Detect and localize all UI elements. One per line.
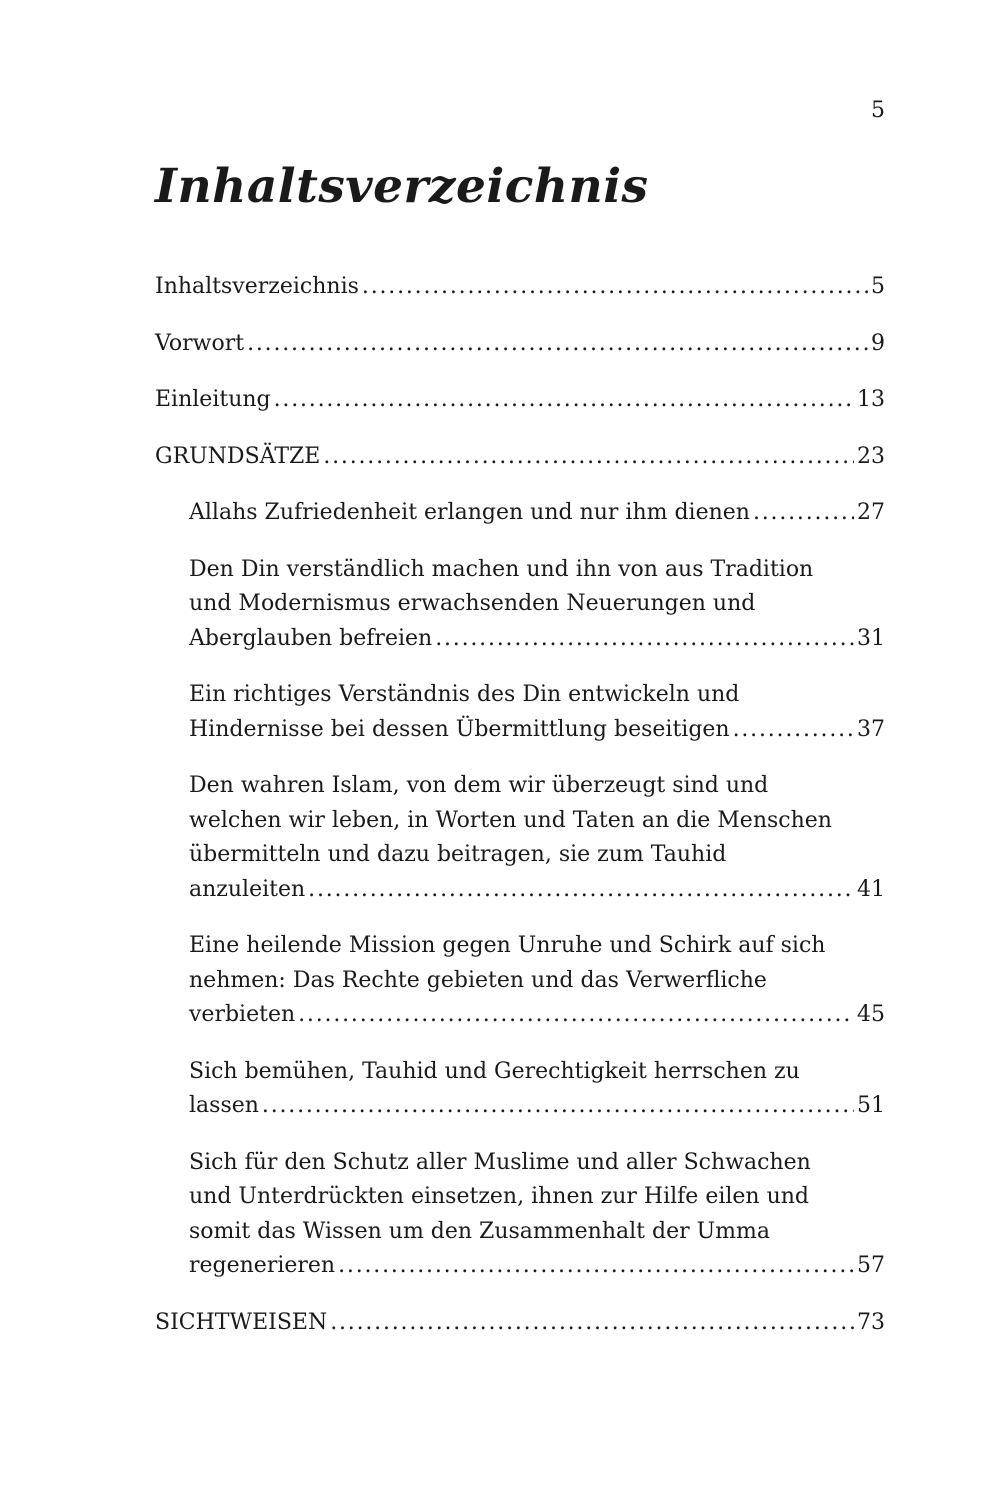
toc-page-number: 51 xyxy=(857,1093,885,1118)
toc-entry[interactable] xyxy=(155,327,885,362)
toc-entry-title-line: Sich für den Schutz aller Muslime und aller Schwachen xyxy=(189,1149,811,1175)
toc-entry[interactable] xyxy=(155,383,885,418)
toc-entry[interactable] xyxy=(155,769,885,907)
dot-leader xyxy=(753,496,854,531)
toc-page-number: 5 xyxy=(871,274,885,299)
toc-entry-title-line: Sich bemühen, Tauhid und Gerechtigkeit herrschen zu xyxy=(189,1058,800,1084)
toc-entry-title-line: übermitteln und dazu beitragen, sie zum Tauhid xyxy=(189,842,727,867)
toc-entry[interactable] xyxy=(155,496,885,531)
toc-entry-row xyxy=(155,383,885,418)
toc-entry-title-line: Ein richtiges Verständnis des Din entwickeln und xyxy=(189,682,740,707)
toc-entry-row xyxy=(189,713,885,748)
toc-entry-title-line: anzuleiten xyxy=(189,876,306,902)
dot-leader xyxy=(330,1306,854,1341)
toc-entry-title-line: Einleitung xyxy=(155,387,271,412)
toc-entry[interactable] xyxy=(155,440,885,475)
toc-entry-title-line: verbieten xyxy=(189,1002,296,1027)
toc-page-number: 23 xyxy=(857,443,885,469)
toc-entry-title-line: GRUNDSÄTZE xyxy=(155,443,321,469)
toc-entry-title-line: Hindernisse bei dessen Übermittlung beseitigen xyxy=(189,716,730,742)
dot-leader xyxy=(298,998,854,1033)
toc-entry-row xyxy=(189,496,885,531)
toc-entry-row xyxy=(189,998,885,1033)
toc-entry-row xyxy=(155,440,885,475)
toc-entry-title-line: regenerieren xyxy=(189,1253,336,1278)
toc-entry-row xyxy=(189,1249,885,1284)
dot-leader xyxy=(323,440,854,475)
toc-page-number: 45 xyxy=(857,1002,885,1027)
toc-entry-title-line: Den wahren Islam, von dem wir überzeugt sind und xyxy=(189,773,769,798)
toc-entry-title-line: Inhaltsverzeichnis xyxy=(155,274,359,299)
toc-entry-title-line: SICHTWEISEN xyxy=(155,1309,328,1335)
dot-leader xyxy=(435,622,854,657)
toc-entry-title-line: Vorwort xyxy=(155,330,245,356)
dot-leader xyxy=(274,383,854,418)
toc-page-number: 41 xyxy=(857,876,885,902)
toc-entry-title-line: Aberglauben befreien xyxy=(189,625,433,651)
table-of-contents xyxy=(155,270,885,1362)
toc-page-number: 37 xyxy=(857,716,885,742)
toc-entry-row xyxy=(155,327,885,362)
dot-leader xyxy=(247,327,868,362)
toc-page-number: 27 xyxy=(857,500,885,525)
toc-entry-title-line: nehmen: Das Rechte gebieten und das Verwerfliche xyxy=(189,967,767,993)
toc-entry-title-line: lassen xyxy=(189,1093,259,1118)
dot-leader xyxy=(308,873,854,908)
toc-entry[interactable] xyxy=(155,929,885,1033)
toc-entry[interactable] xyxy=(155,553,885,657)
toc-page-number: 13 xyxy=(857,387,885,412)
toc-entry-title-line: Allahs Zufriedenheit erlangen und nur ihm dienen xyxy=(189,500,750,525)
toc-entry-title-line: und Modernismus erwachsenden Neuerungen und xyxy=(189,591,756,616)
toc-entry-title-line: welchen wir leben, in Worten und Taten an die Menschen xyxy=(189,807,832,833)
toc-entry[interactable] xyxy=(155,1146,885,1284)
page-title: Inhaltsverzeichnis xyxy=(155,159,649,214)
toc-entry[interactable] xyxy=(155,270,885,305)
toc-entry-row xyxy=(155,1306,885,1341)
dot-leader xyxy=(338,1249,854,1284)
toc-page-number: 31 xyxy=(857,625,885,651)
dot-leader xyxy=(262,1089,854,1124)
toc-entry-row xyxy=(189,1089,885,1124)
toc-entry-row xyxy=(155,270,885,305)
dot-leader xyxy=(362,270,868,305)
toc-page-number: 9 xyxy=(871,330,885,356)
dot-leader xyxy=(733,713,854,748)
toc-entry-title-line: und Unterdrückten einsetzen, ihnen zur Hilfe eilen und xyxy=(189,1184,810,1209)
toc-entry[interactable] xyxy=(155,1306,885,1341)
toc-entry-row xyxy=(189,622,885,657)
toc-entry[interactable] xyxy=(155,678,885,747)
toc-entry-title-line: somit das Wissen um den Zusammenhalt der Umma xyxy=(189,1218,770,1244)
page-number: 5 xyxy=(871,98,885,123)
toc-page-number: 73 xyxy=(857,1309,885,1335)
toc-entry[interactable] xyxy=(155,1055,885,1124)
toc-entry-row xyxy=(189,873,885,908)
toc-page-number: 57 xyxy=(857,1253,885,1278)
toc-entry-title-line: Den Din verständlich machen und ihn von aus Tradition xyxy=(189,556,814,582)
toc-entry-title-line: Eine heilende Mission gegen Unruhe und Schirk auf sich xyxy=(189,933,826,958)
